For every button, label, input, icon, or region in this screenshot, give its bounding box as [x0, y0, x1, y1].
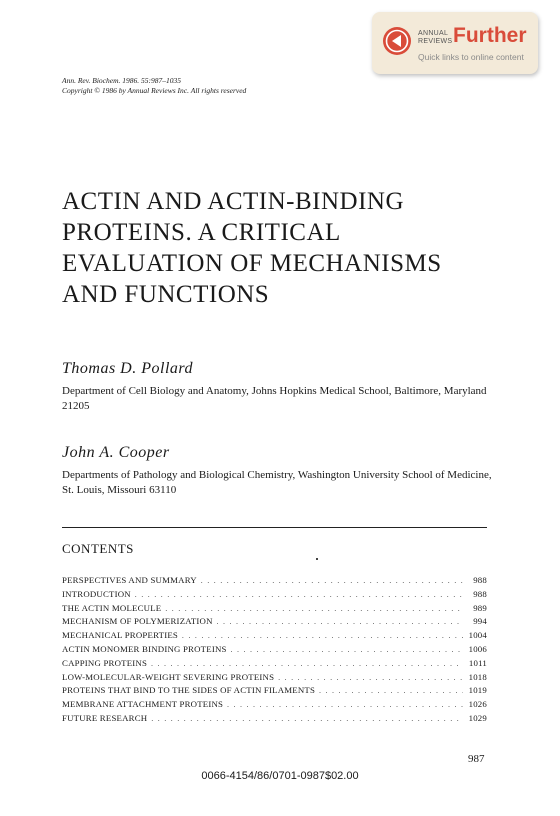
page-number: 987 — [468, 753, 485, 765]
toc-leader-dots — [231, 646, 463, 654]
title-line: EVALUATION OF MECHANISMS — [62, 250, 442, 277]
toc-page: 988 — [473, 575, 487, 585]
author-affiliation: Departments of Pathology and Biological Chemistry, Washington University School of Medicine, St. Louis, Missouri 63110 — [62, 469, 492, 496]
toc-leader-dots — [227, 701, 463, 709]
title-line: PROTEINS. A CRITICAL — [62, 219, 341, 246]
badge-annual: ANNUAL — [418, 30, 449, 37]
toc-page: 1011 — [468, 657, 487, 668]
copyright-line: Copyright © 1986 by Annual Reviews Inc. All rights reserved — [62, 86, 247, 95]
toc-leader-dots — [182, 632, 463, 640]
toc-title: CAPPING PROTEINS — [62, 657, 148, 668]
toc-title: PERSPECTIVES AND SUMMARY — [62, 575, 197, 585]
badge-annual-reviews-text — [418, 30, 452, 46]
toc-entry[interactable] — [62, 603, 487, 617]
annual-reviews-further-badge[interactable] — [372, 12, 538, 74]
toc-entry[interactable] — [62, 685, 487, 699]
toc-entry[interactable] — [62, 672, 487, 686]
toc-page: 994 — [473, 616, 487, 627]
toc-page: 1018 — [468, 671, 487, 682]
toc-entry[interactable] — [62, 575, 487, 589]
toc-title: PROTEINS THAT BIND TO THE SIDES OF ACTIN FILAMENTS — [62, 685, 316, 696]
toc-leader-dots — [319, 687, 463, 695]
stray-dot — [316, 558, 318, 560]
toc-title: LOW-MOLECULAR-WEIGHT SEVERING PROTEINS — [62, 671, 275, 682]
title-line: AND FUNCTIONS — [62, 281, 270, 308]
title-line: ACTIN AND ACTIN-BINDING — [62, 188, 405, 215]
badge-reviews: REVIEWS — [418, 38, 453, 45]
article-title — [62, 186, 442, 310]
toc-entry[interactable] — [62, 699, 487, 713]
author-affiliation: Department of Cell Biology and Anatomy, Johns Hopkins Medical School, Baltimore, Maryland 21205 — [62, 385, 487, 412]
citation-line: Ann. Rev. Biochem. 1986. 55:987–1035 — [62, 76, 182, 85]
toc-leader-dots — [201, 577, 463, 585]
author-name: Thomas D. Pollard — [62, 360, 194, 377]
toc-leader-dots — [151, 660, 463, 668]
toc-leader-dots — [217, 618, 463, 626]
toc-leader-dots — [135, 591, 463, 599]
toc-title: MECHANISM OF POLYMERIZATION — [62, 616, 213, 627]
toc-entry[interactable] — [62, 616, 487, 630]
toc-entry[interactable] — [62, 644, 487, 658]
toc-title: THE ACTIN MOLECULE — [62, 602, 162, 613]
toc-entry[interactable] — [62, 658, 487, 672]
journal-citation — [62, 76, 246, 96]
author-name: John A. Cooper — [62, 444, 170, 461]
toc-title: FUTURE RESEARCH — [62, 712, 148, 723]
toc-title: INTRODUCTION — [62, 588, 131, 599]
toc-page: 988 — [473, 588, 487, 599]
badge-subtitle: Quick links to online content — [418, 52, 524, 62]
toc-entry[interactable] — [62, 589, 487, 603]
toc-page: 1004 — [468, 630, 487, 641]
table-of-contents — [62, 575, 487, 727]
play-back-icon — [382, 26, 412, 56]
toc-page: 1019 — [468, 685, 487, 696]
badge-further: Further — [453, 24, 527, 47]
price-code: 0066-4154/86/0701-0987$02.00 — [201, 770, 359, 782]
section-divider — [62, 527, 487, 528]
toc-leader-dots — [165, 605, 463, 613]
toc-title: ACTIN MONOMER BINDING PROTEINS — [62, 643, 227, 654]
toc-title: MEMBRANE ATTACHMENT PROTEINS — [62, 699, 224, 710]
toc-page: 989 — [473, 602, 487, 613]
contents-heading: CONTENTS — [62, 541, 134, 556]
toc-entry[interactable] — [62, 630, 487, 644]
toc-page: 1029 — [468, 712, 487, 723]
toc-entry[interactable] — [62, 713, 487, 727]
toc-title: MECHANICAL PROPERTIES — [62, 630, 179, 641]
toc-page: 1026 — [468, 699, 487, 710]
toc-page: 1006 — [468, 643, 487, 654]
toc-leader-dots — [278, 674, 463, 682]
toc-leader-dots — [151, 715, 463, 723]
